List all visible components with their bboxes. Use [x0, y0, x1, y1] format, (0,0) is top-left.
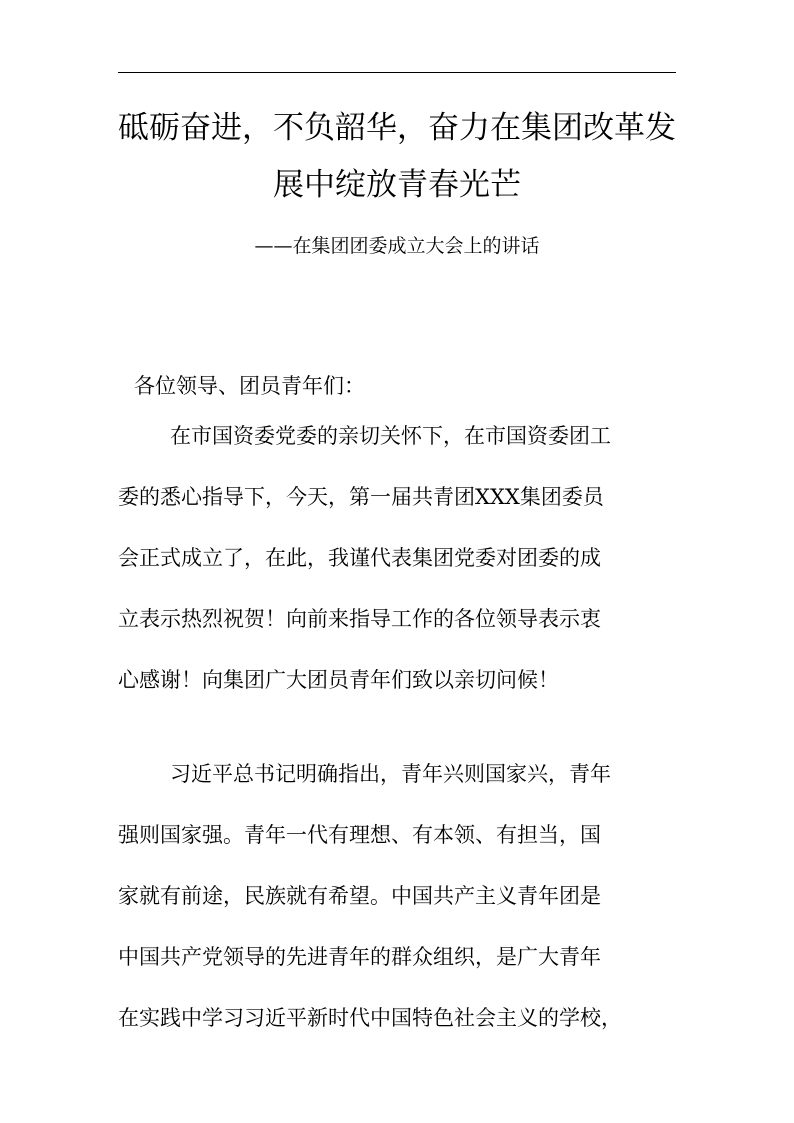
title-line-1: 砥砺奋进，不负韶华，奋力在集团改革发 — [118, 110, 676, 146]
paragraph-1 — [118, 416, 676, 721]
greeting: 各位领导、团员青年们： — [134, 374, 365, 398]
document-subtitle: ——在集团团委成立大会上的讲话 — [254, 235, 540, 257]
paragraph-line: 会正式成立了，在此，我谨代表集团党委对团委的成 — [118, 546, 601, 570]
paragraph-line: 在市国资委党委的亲切关怀下，在市国资委团工 — [170, 424, 611, 448]
paragraph-2 — [118, 754, 676, 1059]
paragraph-line: 委的悉心指导下，今天，第一届共青团XXX集团委员 — [118, 485, 604, 509]
paragraph-line: 心感谢！向集团广大团员青年们致以亲切问候！ — [118, 668, 559, 692]
paragraph-line: 中国共产党领导的先进青年的群众组织，是广大青年 — [118, 945, 601, 969]
paragraph-line: 习近平总书记明确指出，青年兴则国家兴，青年 — [170, 762, 611, 786]
title-line-2: 展中绽放青春光芒 — [273, 167, 521, 203]
paragraph-line: 在实践中学习习近平新时代中国特色社会主义的学校， — [118, 1006, 622, 1030]
paragraph-line: 家就有前途，民族就有希望。中国共产主义青年团是 — [118, 884, 601, 908]
header-rule — [118, 72, 676, 73]
paragraph-line: 强则国家强。青年一代有理想、有本领、有担当，国 — [118, 823, 601, 847]
paragraph-line: 立表示热烈祝贺！向前来指导工作的各位领导表示衷 — [118, 607, 601, 631]
document-title — [118, 100, 676, 214]
